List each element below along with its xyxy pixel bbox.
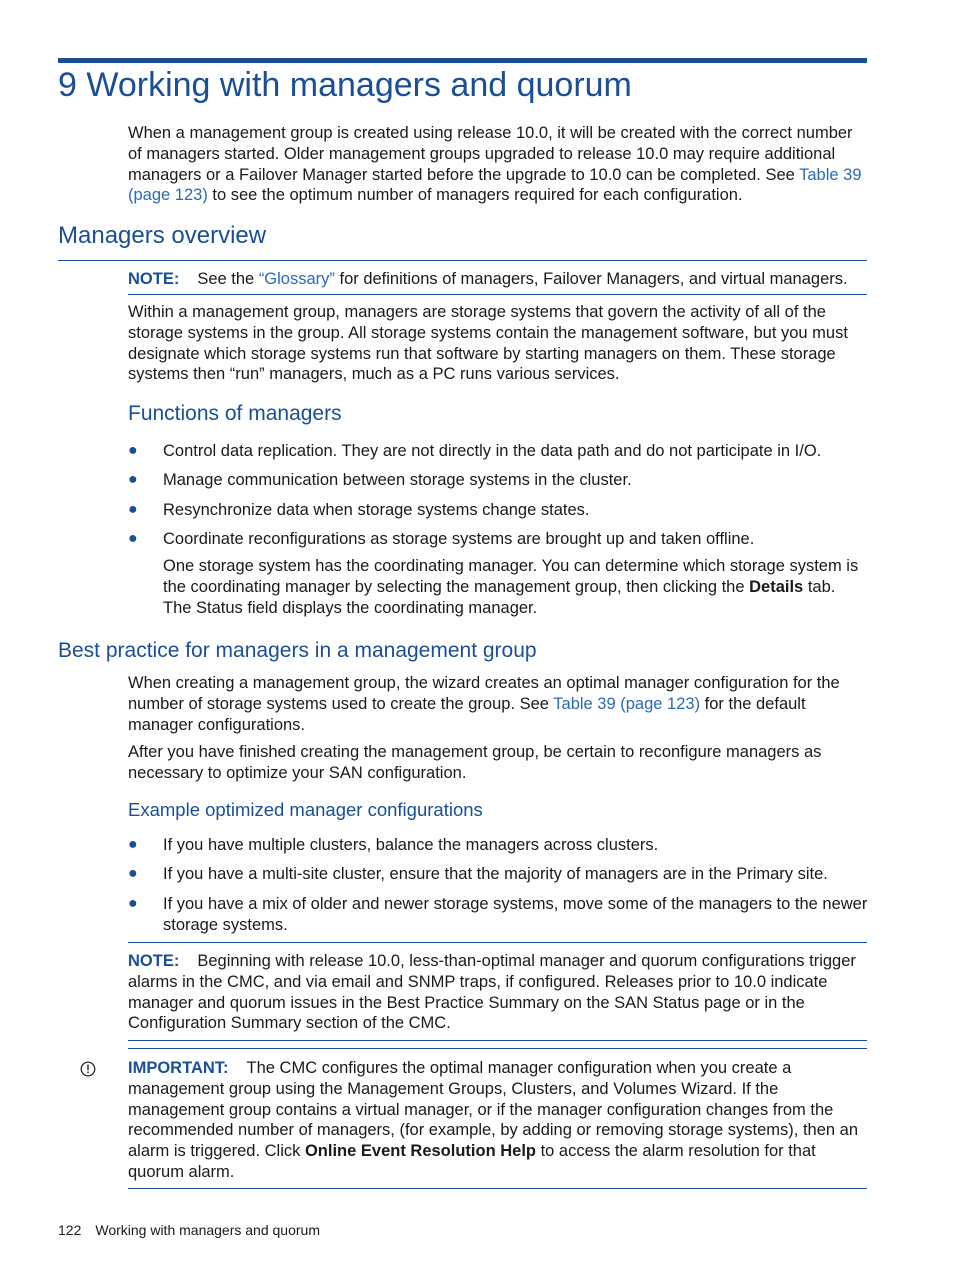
page-footer [58,1222,320,1238]
note-text-pre: See the [197,270,259,288]
intro-paragraph [128,123,870,206]
bullet-icon: ● [128,501,138,518]
list-item: ● If you have a mix of older and newer storage systems, move some of the managers to the newer storage systems. [128,895,868,934]
important-top-rule-1 [128,1040,867,1041]
glossary-link[interactable]: “Glossary” [258,270,335,288]
note-top-rule [128,942,867,943]
intro-table-link[interactable]: Table 39 (page 123) [128,165,862,205]
example-note: NOTE: Beginning with release 10.0, less-than-optimal manager and quorum configurations trigger alarms in the CMC, and via email and SNMP traps, if configured. Releases prior to 10.0 indicate manager and quorum issues in the Best Practice Summary on the SAN Status page or in the Configuration Summary section of the CMC. [128,952,856,1033]
list-item: ● If you have a multi-site cluster, ensure that the majority of managers are in the Primary site. [128,865,828,883]
note-label: NOTE: [128,270,180,288]
best-practice-heading: Best practice for managers in a management group [58,639,537,662]
functions-heading: Functions of managers [128,402,342,425]
best-practice-paragraph-1: When creating a management group, the wizard creates an optimal manager configuration for the number of storage systems used to create the group. See Table 39 (page 123) for the default manager configurations. [128,674,840,734]
list-item: ● Control data replication. They are not directly in the data path and do not participate in I/O. [128,442,822,460]
managers-overview-heading: Managers overview [58,222,267,249]
page-number: 122 [58,1222,82,1238]
example-heading: Example optimized manager configurations [128,799,483,820]
intro-text-2: to see the optimum number of managers required for each configuration. [207,186,743,205]
intro-text-1: When a management group is created using release 10.0, it will be created with the correct number of managers started. Older management groups upgraded to release 10.0 may require additional managers or a Failover Manager started before the upgrade to 10.0 can be completed. See [128,124,853,184]
footer-title: Working with managers and quorum [95,1222,320,1238]
note-label: NOTE: [128,952,180,970]
important-bottom-rule [128,1188,867,1189]
bullet-icon: ● [128,895,138,912]
section-rule [58,260,867,261]
list-item: ● Coordinate reconfigurations as storage systems are brought up and taken offline. [128,530,755,548]
list-item: ● Resynchronize data when storage systems change states. [128,501,590,519]
note-text-post: for definitions of managers, Failover Managers, and virtual managers. [334,270,848,288]
overview-note [128,269,870,290]
coordinating-manager-paragraph: One storage system has the coordinating manager. You can determine which storage system is the coordinating manager by selecting the management group, then clicking the Details tab. The Status field displays the coordinating manager. [163,557,859,617]
online-event-resolution-help-label: Online Event Resolution Help [304,1142,536,1161]
best-practice-paragraph-2: After you have finished creating the management group, be certain to reconfigure managers as necessary to optimize your SAN configuration. [128,743,822,782]
best-practice-table-link[interactable]: Table 39 (page 123) [553,694,701,713]
note-bottom-rule [128,294,867,295]
important-icon [80,1061,96,1077]
bullet-icon: ● [128,836,138,853]
bullet-icon: ● [128,530,138,547]
important-top-rule-2 [128,1048,867,1049]
chapter-title: 9 Working with managers and quorum [58,66,632,104]
list-item: ● Manage communication between storage systems in the cluster. [128,471,632,489]
details-tab-label: Details [749,577,804,596]
bullet-icon: ● [128,442,138,459]
important-admonition: IMPORTANT: The CMC configures the optimal manager configuration when you create a management group using the Management Groups, Clusters, and Volumes Wizard. If the management group contains a virtual manager, or if the manager configuration changes from the recommended number of managers, (for example, by adding or removing storage systems), then an alarm is triggered. Click Online Event Resolution Help to access the alarm resolution for that quorum alarm. [128,1059,859,1181]
bullet-icon: ● [128,865,138,882]
important-label: IMPORTANT: [128,1059,229,1077]
overview-body: Within a management group, managers are storage systems that govern the activity of all of the storage systems in the group. All storage systems contain the management software, but you must designate which storage systems run that software by starting managers on them. These storage systems then “run” managers, much as a PC runs various services. [128,303,848,384]
bullet-icon: ● [128,471,138,488]
list-item: ● If you have multiple clusters, balance the managers across clusters. [128,836,659,854]
